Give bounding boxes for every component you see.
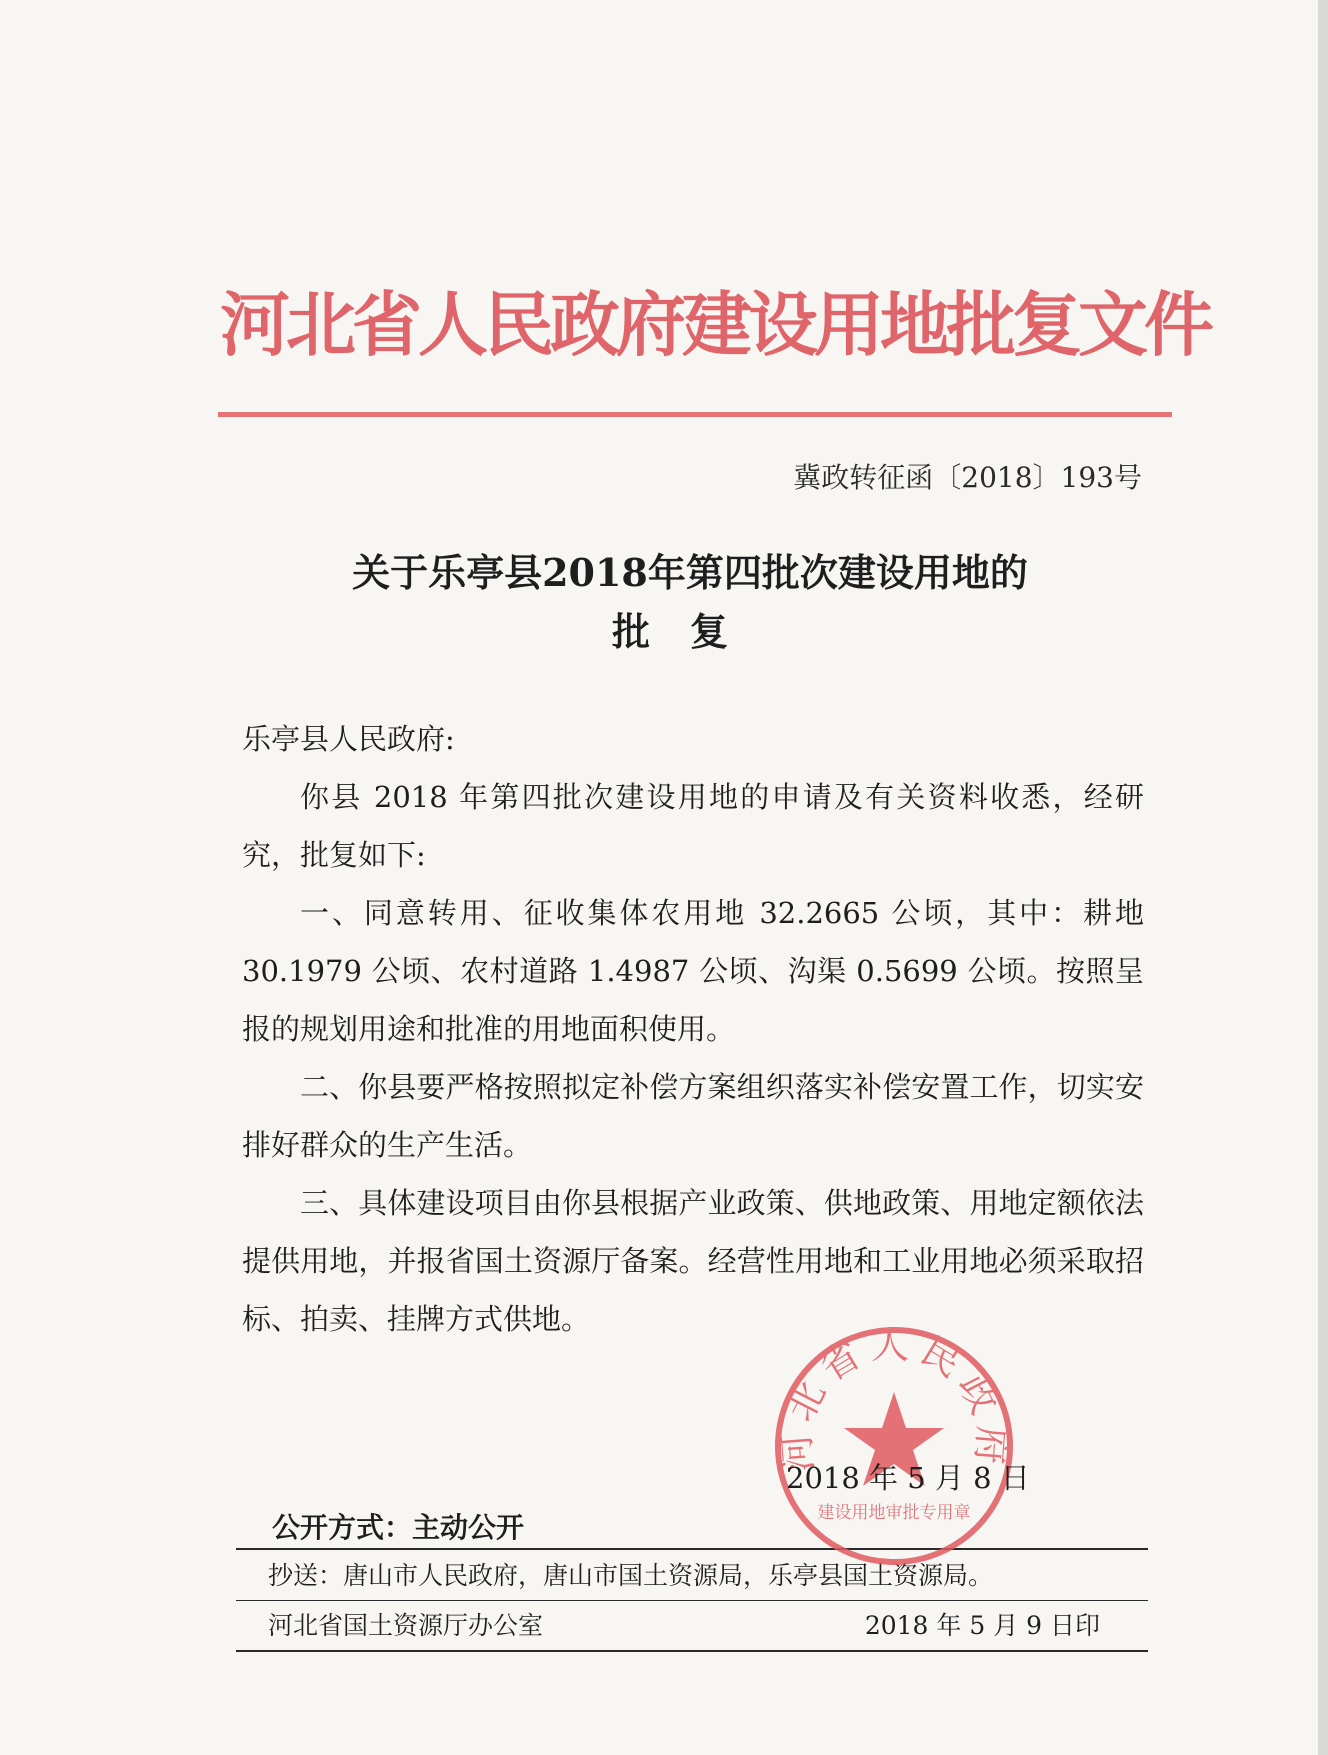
disclosure-method: 公开方式：主动公开 [272, 1511, 525, 1544]
letterhead-red-rule [218, 412, 1172, 417]
document-title-line-2: 批复 [611, 609, 768, 654]
official-seal-stamp [770, 1322, 1018, 1570]
footer-rule-middle [236, 1600, 1148, 1601]
seal-subtext: 建设用地审批专用章 [817, 1503, 971, 1523]
footer-rule-bottom [236, 1650, 1148, 1652]
document-body [242, 710, 1144, 1348]
print-date: 2018 年 5 月 9 日印 [864, 1611, 1100, 1640]
signed-date: 2018 年 5 月 8 日 [786, 1461, 1030, 1495]
document-number: 冀政转征函〔2018〕193号 [793, 461, 1142, 494]
body-paragraph: 一、同意转用、征收集体农用地 32.2665 公顷，其中：耕地 30.1979 公顷、农村道路 1.4987 公顷、沟渠 0.5699 公顷。按照呈报的规划用途和批准的用地面积使用。 [242, 896, 1144, 1046]
letterhead-title: 河北省人民政府建设用地批复文件 [220, 284, 1210, 366]
document-title-line-1: 关于乐亭县2018年第四批次建设用地的 [352, 550, 1028, 595]
seal-text: 河北省人民政府 [773, 1322, 1015, 1474]
cc-recipients: 抄送：唐山市人民政府，唐山市国土资源局，乐亭县国土资源局。 [268, 1561, 994, 1590]
body-paragraph: 你县 2018 年第四批次建设用地的申请及有关资料收悉，经研究，批复如下: [242, 780, 1144, 872]
scan-edge [1318, 0, 1328, 1755]
issuing-office: 河北省国土资源厅办公室 [268, 1611, 544, 1640]
body-paragraph: 二、你县要严格按照拟定补偿方案组织落实补偿安置工作，切实安排好群众的生产生活。 [242, 1070, 1144, 1162]
body-paragraph: 三、具体建设项目由你县根据产业政策、供地政策、用地定额依法提供用地，并报省国土资源厅备案。经营性用地和工业用地必须采取招标、拍卖、挂牌方式供地。 [242, 1186, 1144, 1336]
addressee: 乐亭县人民政府: [242, 722, 455, 756]
